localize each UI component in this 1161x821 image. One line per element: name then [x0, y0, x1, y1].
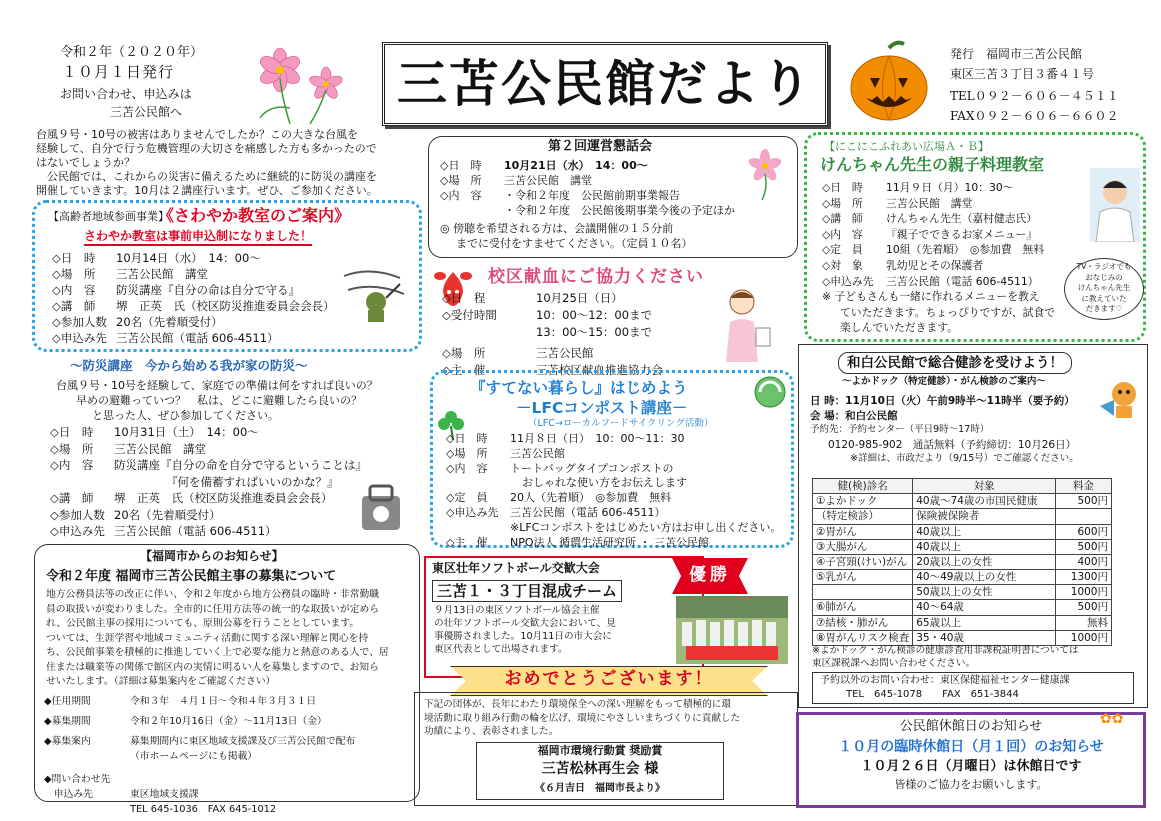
oyako-tag: 【にこにこふれあい広場Ａ・Ｂ】: [824, 140, 989, 153]
detail-value: 三苫公民館 講堂: [116, 267, 208, 281]
congrats-line: 功績により、表彰されました。: [424, 726, 559, 737]
detail-label: ◇主 催: [442, 363, 486, 377]
bubble-line: だきます♡: [1085, 304, 1123, 313]
intro-text: [36, 128, 421, 198]
congrats-line: 下記の団体が、長年にわたり環境保全への深い理解をもって積極的に環: [424, 699, 731, 710]
unei-title: 第２回運営懇話会: [548, 139, 653, 154]
detail-label: ◇内 容: [52, 283, 96, 297]
kyukan-note: 皆様のご協力をお願いします。: [894, 778, 1048, 791]
table-header-cell: 健(検)診名: [813, 479, 913, 494]
detail-value: 三苫公民館 講堂: [114, 441, 206, 456]
detail-value: 『何を備蓄すればいいのかな？』: [166, 474, 339, 489]
chef-speech-text: [1064, 262, 1144, 315]
table-cell: ①よかドック: [813, 494, 913, 509]
detail-label: ◇講 師: [822, 212, 863, 226]
detail-label: ◇内 容: [446, 461, 488, 475]
detail-row: [440, 173, 735, 188]
detail-value: 防災講座『自分の命を自分で守るということは』: [114, 458, 367, 472]
detail-value: 20名（先着順受付）: [116, 315, 223, 329]
detail-label: ◇申込み先: [446, 505, 499, 519]
detail-value: NPO法人 循環生活研究所 ・ 三苫公民館: [510, 535, 710, 549]
detail-label: [442, 324, 536, 341]
publisher-address: 東区三苫３丁目３番４１号: [950, 67, 1095, 81]
table-row: [813, 585, 1112, 600]
table-row: [813, 494, 1112, 509]
table-cell: 無料: [1056, 615, 1112, 630]
detail-row: [446, 521, 781, 536]
intro-line: 経験して、自分で行う危機管理の大切さを痛感した方も多かったので: [36, 142, 377, 155]
detail-row: [822, 180, 1055, 196]
table-cell: 500円: [1056, 539, 1112, 554]
detail-label: ◆募集案内: [44, 736, 91, 747]
table-row: [813, 539, 1112, 554]
contact-line-2: 三苫公民館へ: [110, 105, 183, 119]
table-cell: 50歳以上の女性: [913, 585, 1056, 600]
softball-text: [434, 604, 616, 656]
detail-label: ◇日 時: [440, 159, 482, 172]
detail-label: ◇場 所: [50, 441, 94, 456]
detail-row: [822, 196, 1055, 212]
table-cell: ③大腸がん: [813, 539, 913, 554]
detail-label: ◇申込み先: [822, 274, 874, 288]
table-header-row: [813, 479, 1112, 494]
detail-row: [440, 158, 735, 173]
kenshin-table: [812, 478, 1112, 646]
table-cell: 1300円: [1056, 570, 1112, 585]
detail-row: [44, 787, 355, 802]
bousai-lead: [56, 378, 378, 423]
kenshin-subtitle: ～よかドック（特定健診）・がん検診のご案内～: [842, 376, 1046, 387]
detail-row: [50, 441, 367, 458]
detail-row: [44, 802, 355, 817]
detail-row: [50, 523, 367, 540]
kyukan-heading: 公民館休館日のお知らせ: [899, 719, 1043, 734]
kenshin-contact-line: TEL 645-1078 FAX 651-3844: [846, 689, 1019, 700]
table-cell: 35・40歳: [913, 630, 1056, 645]
table-header-cell: 対象: [913, 479, 1056, 494]
detail-row: [44, 734, 355, 749]
table-cell: 40歳以上: [913, 539, 1056, 554]
publisher-tel: TEL０９２－６０６－４５１１: [950, 89, 1119, 103]
table-row: [813, 600, 1112, 615]
fukuoka-line: せいたします。（詳細は募集案内をご確認ください）: [46, 676, 276, 687]
softball-team-photo: [676, 596, 788, 664]
oyako-note: 楽しんでいただきます。: [840, 321, 958, 335]
detail-row: [52, 330, 335, 346]
table-cell: ⑦結核・肺がん: [813, 615, 913, 630]
fukuoka-details: [44, 694, 355, 817]
detail-label: [440, 203, 504, 218]
detail-label: ◇内 容: [440, 189, 482, 202]
typhoon-illustration: [340, 262, 412, 324]
bousai-details: [50, 424, 367, 540]
bubble-line: けんちゃん先生: [1077, 283, 1131, 292]
congrats-banner: おめでとうございます！: [504, 669, 714, 689]
table-header-cell: 料金: [1056, 479, 1112, 494]
detail-label: ◇定 員: [822, 243, 863, 257]
detail-value: 20人（先着順） ◎参加費 無料: [510, 491, 672, 505]
bousai-title: ～防災講座 今から始める我が家の防災～: [70, 358, 308, 373]
table-row: [813, 509, 1112, 524]
detail-label: ◇受付時間: [442, 308, 497, 322]
detail-value: 東区地域支援課: [130, 789, 199, 800]
detail-label: ◇参加人数: [50, 507, 105, 522]
newsletter-title: 三苫公民館だより: [397, 55, 813, 113]
detail-row: [50, 424, 367, 441]
detail-row: [52, 282, 335, 298]
chef-portrait: [1090, 168, 1140, 242]
detail-row: [52, 314, 335, 330]
detail-row: [446, 491, 781, 506]
softball-team: 三苫１・３丁目混成チーム: [432, 580, 622, 602]
softball-title: 東区壮年ソフトボール交歓大会: [432, 561, 600, 575]
fukuoka-title: 令和２年度 福岡市三苫公民館主事の募集について: [46, 569, 337, 584]
table-cell: [1056, 509, 1112, 524]
kenshin-detail: ※詳細は、市政だより（9/15号）でご確認ください。: [850, 453, 1079, 464]
table-cell: ⑧胃がんリスク検査: [813, 630, 913, 645]
detail-value: 三苫公民館（電話 606-4511）: [114, 524, 277, 538]
compost-note: （LFC→ローカルフードサイクリング活動）: [528, 418, 714, 429]
detail-row: [50, 457, 367, 474]
bousai-lead-line: 台風９号・10号を経験して、家庭での準備は何をすれば良いの？: [56, 379, 378, 392]
detail-row: [44, 694, 355, 709]
intro-line: 台風９号・10号の被害はありませんでしたか？この大きな台風を: [36, 128, 358, 141]
table-cell: 500円: [1056, 600, 1112, 615]
detail-row: [44, 714, 355, 729]
publisher: 発行 福岡市三苫公民館: [950, 47, 1083, 61]
kenshin-title: 和白公民館で総合健診を受けよう！: [838, 352, 1072, 374]
detail-label: ◇場 所: [446, 446, 488, 460]
detail-label: ◆任用期間: [44, 696, 91, 707]
bubble-line: TV・ラジオでも: [1076, 262, 1132, 271]
detail-value: 10月25日（日）: [536, 291, 623, 305]
congrats-line: 境活動に取り組み行動の輪を広げ、環境にやさしいまちづくりに貢献した: [424, 712, 741, 724]
table-cell: [813, 585, 913, 600]
softball-win-label: 優勝: [689, 565, 731, 585]
kenshin-table-wrap: [812, 478, 1112, 646]
detail-value: 『親子でできるお家メニュー』: [886, 227, 1038, 241]
softball-line: の壮年ソフトボール交歓大会において、見: [434, 618, 616, 629]
detail-value: 10月14日（水） 14：00～: [116, 251, 261, 265]
detail-row: [52, 266, 335, 282]
kenshin-venue: 会 場：和白公民館: [810, 409, 898, 422]
flower-illustration: [742, 148, 788, 200]
detail-value: 三苫公民館（電話 606-4511）: [116, 331, 279, 345]
detail-value: ※LFCコンポストをはじめたい方はお申し出ください。: [510, 520, 782, 534]
detail-value: 堺 正英 氏（校区防災推進委員会会長）: [116, 299, 335, 313]
kenshin-contact: [820, 674, 1070, 702]
detail-row: [442, 345, 663, 362]
contact-line-1: お問い合わせ、申込みは: [60, 87, 192, 101]
detail-label: [446, 476, 510, 491]
kenketsu-title: 校区献血にご協力ください: [488, 267, 704, 287]
bubble-line: に教えていた: [1081, 293, 1127, 303]
detail-value: 三苫公民館（電話 606-4511）: [886, 274, 1039, 288]
detail-value: 10組（先着順） ◎参加費 無料: [886, 243, 1045, 257]
table-cell: 40歳～74歳の市国民健康: [913, 494, 1056, 509]
table-cell: ④子宮頸(けい)がん: [813, 554, 913, 569]
unei-note: ◎ 傍聴を希望される方は、会議開催の１５分前: [440, 222, 674, 235]
detail-value: 堺 正英 氏（校区防災推進委員会会長）: [114, 491, 333, 505]
detail-row: [50, 490, 367, 507]
kenshin-foot-line: ※よかドック・がん検診の健康診査用非課税証明書については: [812, 645, 1079, 656]
compost-details: [446, 432, 781, 550]
detail-value: （市ホームページにも掲載）: [130, 751, 258, 762]
unei-details: [440, 158, 735, 251]
detail-label: ◇対 象: [822, 258, 863, 272]
detail-row: [44, 749, 355, 764]
detail-row: [446, 506, 781, 521]
detail-value: 11月８日（日） 10：00～11：30: [510, 432, 685, 445]
detail-value: ・令和２年度 公民館前期事業報告: [504, 189, 680, 202]
compost-title: 『すてない暮らし』はじめよう: [470, 379, 688, 397]
kenshin-contact-line: 予約以外のお問い合わせ：東区保健福祉センター健康課: [820, 675, 1070, 686]
detail-label: ◇主 催: [446, 535, 488, 549]
fukuoka-line: 地方公務員法等の改正に伴い、令和２年度から地方公務員の臨時・非常勤職: [46, 589, 380, 600]
detail-value: 三苫公民館 講堂: [886, 196, 973, 210]
table-cell: ⑥肺がん: [813, 600, 913, 615]
detail-row: [440, 203, 735, 218]
detail-value: トートバッグタイプコンポストの: [510, 461, 674, 475]
kenshin-phone: 0120-985-902 通話無料（予約締切：10月26日）: [828, 438, 1077, 451]
table-row: [813, 554, 1112, 569]
softball-line: ９月13日の東区ソフトボール協会主催: [434, 605, 600, 616]
sawayaka-title: 《さわやか教室のご案内》: [158, 206, 351, 225]
fukuoka-line: 員の取扱いが変わりました。全市的に任用方法等の統一的な取扱いが定めら: [46, 603, 380, 615]
detail-label: [44, 802, 130, 817]
detail-label: ◇内 容: [822, 227, 863, 241]
kyukan-date: １０月２６日（月曜日）は休館日です: [860, 759, 1082, 774]
oyako-title: けんちゃん先生の親子料理教室: [820, 155, 1045, 174]
oyako-note: ていただきます。ちょっぴりですが、試食で: [840, 305, 1056, 319]
unei-note: までに受付をすませてください。（定員１０名）: [456, 237, 693, 250]
detail-value: 令和２年10月16日（金）～11月13日（金）: [130, 716, 327, 727]
detail-label: 申込み先: [44, 789, 93, 800]
detail-row: [822, 242, 1055, 258]
publisher-fax: FAX０９２－６０６－６６０２: [950, 109, 1119, 123]
bousai-lead-line: と思った人、ぜひ参加してください。: [92, 409, 279, 422]
sawayaka-details: [52, 250, 335, 346]
detail-row: [822, 274, 1055, 290]
table-cell: 保険被保険者: [913, 509, 1056, 524]
kenshin-foot-line: 東区課税課へお問い合わせください。: [812, 658, 976, 669]
detail-row: [446, 432, 781, 447]
detail-row: [446, 476, 781, 491]
table-cell: 65歳以上: [913, 615, 1056, 630]
detail-label: ◇日 時: [446, 432, 488, 445]
detail-label: ◇参加人数: [52, 315, 107, 329]
oyako-details: [822, 180, 1055, 336]
issue-date: １０月１日発行: [62, 63, 175, 81]
cosmos-flower-illustration: [240, 38, 360, 126]
detail-row: [442, 324, 663, 341]
detail-value: 三苫公民館: [536, 346, 594, 360]
award-name: 福岡市環境行動賞 奨励賞: [537, 744, 663, 757]
kenshin-reserve: 予約先：予約センター（平日9時～17時）: [810, 424, 990, 435]
detail-label: ◆募集期間: [44, 716, 91, 727]
detail-label: ◇場 所: [440, 174, 482, 187]
detail-value: 三苫校区献血推進協力会: [536, 363, 663, 377]
detail-value: 乳幼児とその保護者: [886, 258, 984, 272]
award-org: 三苫松林再生会 様: [541, 761, 659, 777]
table-cell: 1000円: [1056, 630, 1112, 645]
detail-label: ◇日 程: [442, 291, 486, 305]
kenshin-info: [810, 394, 1079, 467]
detail-label: [44, 749, 130, 764]
detail-label: [50, 474, 114, 491]
sawayaka-tag: 【高齢者地域参画事業】: [48, 210, 169, 223]
detail-label: ◇日 時: [52, 251, 96, 265]
detail-row: [50, 474, 367, 491]
softball-line: 事優勝されました。10月11日の市大会に: [434, 631, 612, 642]
detail-label: ◇内 容: [50, 458, 94, 472]
bubble-line: おなじみの: [1085, 272, 1123, 282]
intro-line: はないでしょうか？: [36, 156, 135, 169]
fukuoka-heading: 【福岡市からのお知らせ】: [140, 549, 284, 563]
table-cell: 20歳以上の女性: [913, 554, 1056, 569]
kenketsu-details: [442, 290, 663, 379]
kyukan-flowers-icon: ✿✿: [1100, 711, 1124, 727]
megaphone-mascot-icon: [1098, 376, 1142, 420]
table-cell: 40歳以上: [913, 524, 1056, 539]
detail-value: けんちゃん先生（嘉村健志氏）: [886, 212, 1038, 226]
compost-subtitle: －LFCコンポスト講座－: [516, 399, 688, 417]
oyako-note: ※ 子どもさんも一緒に作れるメニューを教え: [822, 290, 1040, 304]
table-cell: 500円: [1056, 494, 1112, 509]
table-row: [813, 524, 1112, 539]
recycle-globe-icon: [752, 374, 788, 410]
detail-value: 10：00～12：00まで: [536, 308, 653, 322]
detail-value: TEL 645-1036 FAX 645-1012: [130, 804, 277, 815]
detail-value: おしゃれな使い方をお伝えします: [522, 476, 687, 490]
detail-row: [440, 188, 735, 203]
table-cell: 400円: [1056, 554, 1112, 569]
detail-value: 令和３年 ４月１日～令和４年３月３１日: [130, 696, 317, 707]
fukuoka-line: れ、公民館主事の採用についても、原則公募を行うこととしています。: [46, 618, 360, 629]
detail-value: 三苫公民館 講堂: [504, 174, 592, 187]
detail-value: 10月31日（土） 14：00～: [114, 425, 259, 439]
nurse-illustration: [712, 284, 776, 364]
bousai-lead-line: 早めの避難っていつ？ 私は、どこに避難したら良いの？: [76, 394, 362, 407]
detail-row: [446, 447, 781, 462]
table-cell: 40～64歳: [913, 600, 1056, 615]
fukuoka-line: 住または職業等の関係で館区内の実情に明るい人を募集しますので、お知ら: [46, 661, 379, 673]
congrats-text: [424, 698, 740, 739]
table-cell: ⑤乳がん: [813, 570, 913, 585]
detail-value: 10月21日（水） 14：00～: [504, 159, 648, 172]
detail-row: [52, 298, 335, 314]
detail-row: [52, 250, 335, 266]
table-row: [813, 615, 1112, 630]
detail-value: 防災講座『自分の命は自分で守る』: [116, 283, 300, 297]
softball-line: 東区代表として出場されます。: [434, 644, 568, 655]
table-cell: 1000円: [1056, 585, 1112, 600]
detail-label: ◇日 時: [822, 181, 863, 194]
kenshin-datetime: 日 時：11月10日（火）午前9時半～11時半（要予約）: [810, 395, 1075, 407]
detail-row: [446, 462, 781, 477]
table-cell: ②胃がん: [813, 524, 913, 539]
detail-value: ・令和２年度 公民館後期事業今後の予定ほか: [504, 204, 735, 217]
detail-row: [44, 772, 355, 787]
table-cell: （特定検診）: [813, 509, 913, 524]
detail-label: ◆問い合わせ先: [44, 774, 111, 785]
detail-row: [822, 258, 1055, 274]
detail-label: ◇場 所: [822, 196, 863, 210]
sawayaka-notice: さわやか教室は事前申込制になりました！: [84, 228, 312, 246]
intro-line: 公民館では、これからの災害に備えるために継続的に防災の講座を: [36, 170, 377, 183]
detail-label: ◇定 員: [446, 491, 488, 505]
pumpkin-illustration: [846, 38, 932, 124]
detail-row: [822, 227, 1055, 243]
detail-row: [822, 211, 1055, 227]
detail-label: ◇場 所: [442, 346, 486, 360]
detail-label: ◇場 所: [52, 267, 96, 281]
fukuoka-line: ち、公民館事業を積極的に推進していく上で必要な能力と熱意のある人で、居: [46, 647, 389, 658]
kenshin-footnote: [812, 644, 1079, 670]
detail-value: 11月９日（月）10：30～: [886, 181, 1014, 194]
detail-value: 三苫公民館（電話 606-4511）: [510, 505, 666, 519]
table-cell: 600円: [1056, 524, 1112, 539]
fukuoka-line: ついては、生涯学習や地域コミュニティ活動に関する深い理解と関心を持: [46, 632, 369, 644]
detail-value: 20名（先着順受付）: [114, 507, 221, 522]
table-row: [813, 570, 1112, 585]
detail-row: [442, 307, 663, 324]
disaster-kit-illustration: [352, 478, 410, 536]
detail-label: [446, 521, 510, 536]
detail-label: ◇申込み先: [50, 524, 105, 538]
detail-value: 募集期間内に東区地域支援課及び三苫公民館で配布: [130, 736, 356, 747]
award-date: 《６月吉日 福岡市長より》: [535, 783, 665, 794]
table-cell: 40～49歳以上の女性: [913, 570, 1056, 585]
fukuoka-body: [46, 588, 389, 690]
issue-date-year: 令和２年（２０２０年）: [60, 45, 204, 60]
intro-line: 開催していきます。10月は２講座行います。ぜひ、ご参加ください。: [36, 184, 378, 197]
kyukan-title: １０月の臨時休館日（月１回）のお知らせ: [838, 739, 1104, 755]
detail-row: [50, 507, 367, 524]
detail-label: ◇講 師: [52, 299, 96, 313]
detail-label: ◇日 時: [50, 425, 94, 439]
detail-row: [442, 290, 663, 307]
detail-label: ◇講 師: [50, 491, 94, 505]
detail-value: 三苫公民館: [510, 446, 565, 460]
detail-row: [446, 536, 781, 551]
detail-label: ◇申込み先: [52, 331, 107, 345]
detail-value: 13：00～15：00まで: [536, 325, 653, 339]
